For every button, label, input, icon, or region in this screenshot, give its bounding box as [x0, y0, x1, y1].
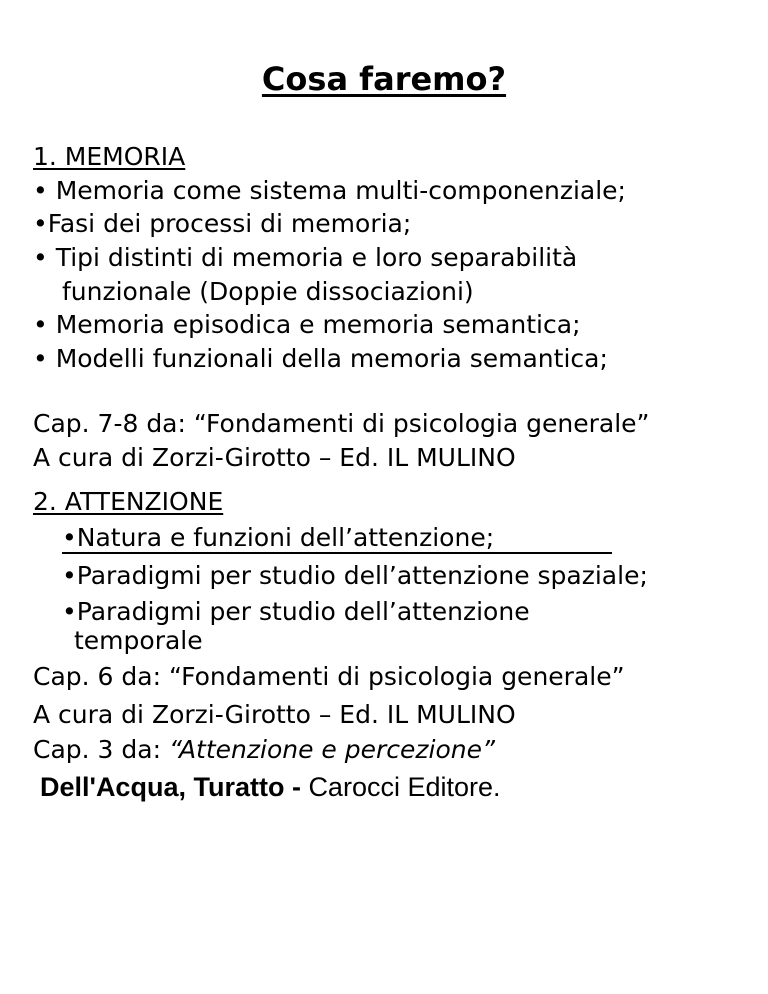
memoria-bullet-3: • Tipi distinti di memoria e loro separabilità	[33, 243, 578, 272]
memoria-reference-1: Cap. 7-8 da: “Fondamenti di psicologia generale”	[33, 409, 650, 438]
attenzione-heading: 2. ATTENZIONE	[33, 487, 224, 516]
reference-3-book-title: “Attenzione e percezione”	[168, 735, 495, 764]
attenzione-bullet-1-text: •Natura e funzioni dell’attenzione;	[62, 524, 612, 554]
memoria-bullet-5: • Modelli funzionali della memoria semantica;	[33, 344, 608, 373]
attenzione-bullet-1	[62, 521, 612, 555]
memoria-bullet-1: • Memoria come sistema multi-componenziale;	[33, 176, 626, 205]
attenzione-reference-4	[40, 770, 501, 804]
reference-authors: Dell'Acqua, Turatto -	[40, 772, 309, 802]
memoria-reference-2: A cura di Zorzi-Girotto – Ed. IL MULINO	[33, 443, 516, 472]
attenzione-bullet-3: •Paradigmi per studio dell’attenzione	[62, 597, 530, 626]
reference-publisher: Carocci Editore.	[308, 772, 501, 802]
reference-3-prefix: Cap. 3 da:	[33, 735, 169, 764]
attenzione-reference-1: Cap. 6 da: “Fondamenti di psicologia generale”	[33, 662, 625, 691]
memoria-heading: 1. MEMORIA	[33, 142, 186, 171]
attenzione-reference-2: A cura di Zorzi-Girotto – Ed. IL MULINO	[33, 700, 516, 729]
memoria-bullet-3-cont: funzionale (Doppie dissociazioni)	[62, 277, 474, 306]
attenzione-bullet-3-cont: temporale	[74, 626, 203, 655]
memoria-bullet-4: • Memoria episodica e memoria semantica;	[33, 310, 581, 339]
attenzione-bullet-2: •Paradigmi per studio dell’attenzione spaziale;	[62, 561, 648, 590]
memoria-bullet-2: •Fasi dei processi di memoria;	[33, 209, 412, 238]
page-title: Cosa faremo?	[261, 60, 507, 98]
attenzione-reference-3	[33, 733, 495, 767]
